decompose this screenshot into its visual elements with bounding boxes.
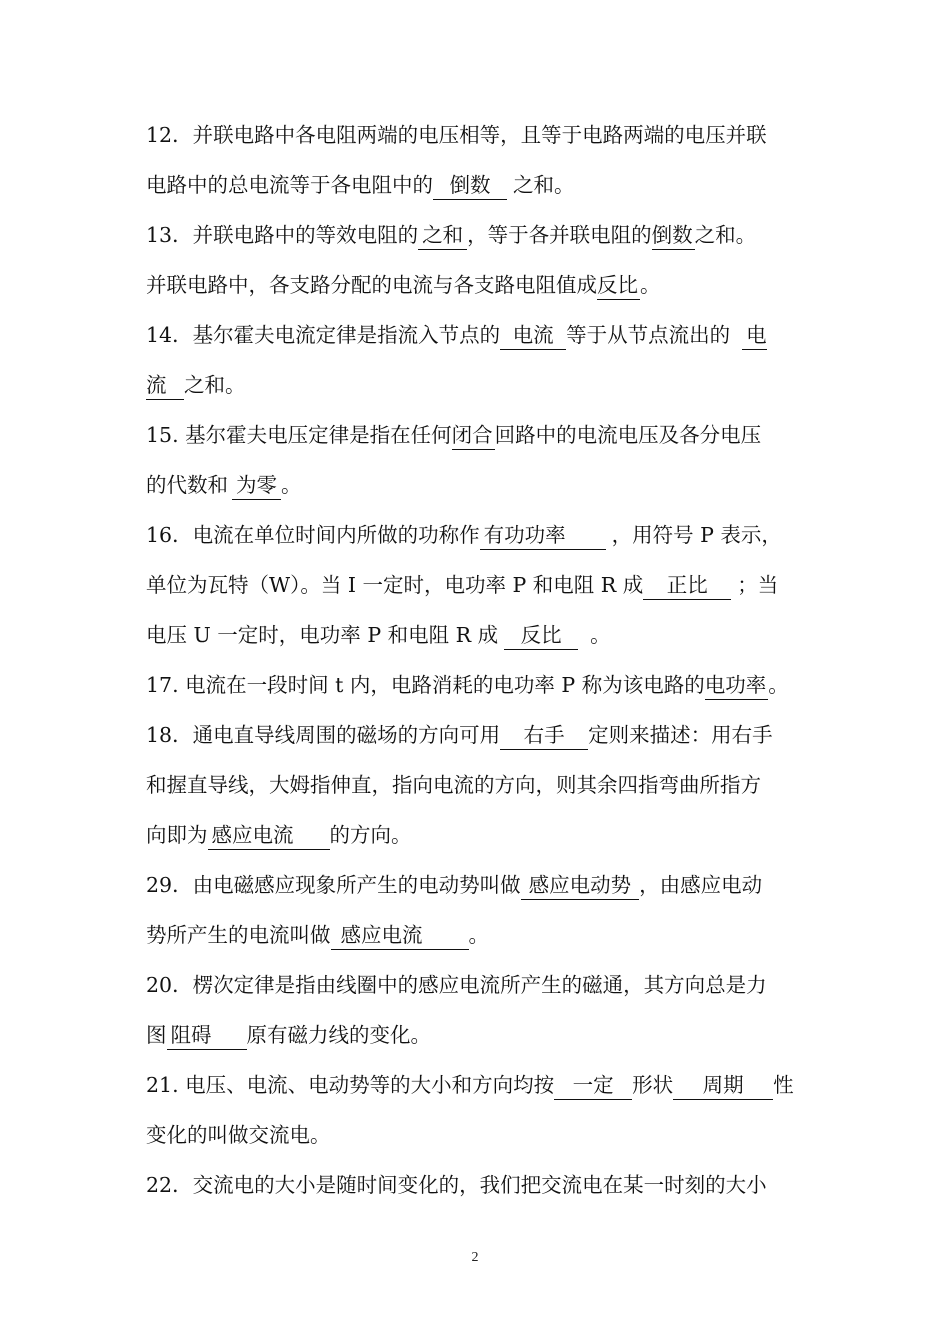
q21-line-2 <box>146 1122 331 1148</box>
q18-answer-blank: 感应电流 <box>208 822 330 850</box>
q12-text: 电路中的总电流等于各电阻中的 <box>146 173 433 197</box>
q22-line-1 <box>146 1172 767 1198</box>
q16-answer-blank: 有功功率 <box>480 522 606 550</box>
q20-text: 20．楞次定律是指由线圈中的感应电流所产生的磁通，其方向总是力 <box>146 973 767 997</box>
q13-answer-blank: 之和 <box>418 222 467 250</box>
q17-line-1 <box>146 672 789 700</box>
q20-text: 图 <box>146 1023 167 1047</box>
q13-text: ，等于各并联电阻的 <box>467 223 652 247</box>
q15-text: 。 <box>281 473 302 497</box>
q14-answer-blank: 电 <box>742 322 767 350</box>
q16-text: 电压 U 一定时，电功率 P 和电阻 R 成 <box>146 623 499 647</box>
q22-text: 22．交流电的大小是随时间变化的，我们把交流电在某一时刻的大小 <box>146 1173 767 1197</box>
q16-answer-blank: 正比 <box>643 572 731 600</box>
q21-text: 21. 电压、电流、电动势等的大小和方向均按 <box>146 1073 555 1097</box>
q20-text: 原有磁力线的变化。 <box>246 1023 431 1047</box>
q29-text: ，由感应电动 <box>639 873 763 897</box>
q16-answer-blank: 反比 <box>504 622 578 650</box>
q29-text: 29．由电磁感应现象所产生的电动势叫做 <box>146 873 521 897</box>
q13-text: 。 <box>640 273 661 297</box>
q29-line-1 <box>146 872 762 900</box>
q20-line-2 <box>146 1022 431 1050</box>
q12-text: 12．并联电路中各电阻两端的电压相等，且等于电路两端的电压并联 <box>146 123 767 147</box>
q21-answer-blank: 一定 <box>554 1072 632 1100</box>
q14-text: 之和。 <box>184 373 246 397</box>
q12-line-1 <box>146 122 767 148</box>
q18-line-2 <box>146 772 761 798</box>
q12-answer-blank: 倒数 <box>433 172 507 200</box>
q12-line-2 <box>146 172 575 200</box>
q13-text: 13．并联电路中的等效电阻的 <box>146 223 419 247</box>
q16-text: 16．电流在单位时间内所做的功称作 <box>146 523 480 547</box>
q13-line-1 <box>146 222 756 250</box>
q21-line-1 <box>146 1072 794 1100</box>
q13-line-2 <box>146 272 661 300</box>
q29-text: 势所产生的电流叫做 <box>146 923 331 947</box>
q12-text: 之和。 <box>513 173 575 197</box>
q15-answer-blank: 为零 <box>232 472 281 500</box>
q21-text: 性 <box>773 1073 794 1097</box>
page-number: 2 <box>471 1250 479 1265</box>
q29-answer-blank: 感应电流 <box>331 922 469 950</box>
q14-line-2 <box>146 372 246 400</box>
q15-line-1 <box>146 422 761 450</box>
q16-line-1 <box>146 522 782 550</box>
q18-text: 定则来描述：用右手 <box>588 723 773 747</box>
q17-answer-blank: 电功率 <box>705 672 769 700</box>
q15-text: 15. 基尔霍夫电压定律是指在任何 <box>146 423 452 447</box>
q16-text: ；当 <box>737 573 779 597</box>
q20-answer-blank: 阻碍 <box>167 1022 247 1050</box>
q18-line-3 <box>146 822 412 850</box>
q18-line-1 <box>146 722 773 750</box>
q21-text: 变化的叫做交流电。 <box>146 1123 331 1147</box>
q16-line-2 <box>146 572 778 600</box>
q13-answer-blank: 倒数 <box>652 222 695 250</box>
q18-text: 向即为 <box>146 823 208 847</box>
q18-text: 18．通电直导线周围的磁场的方向可用 <box>146 723 501 747</box>
q13-text: 之和。 <box>694 223 757 247</box>
q18-text: 的方向。 <box>329 823 412 847</box>
q14-answer-blank: 流 <box>146 372 184 400</box>
q13-text: 并联电路中，各支路分配的电流与各支路电阻值成 <box>146 273 597 297</box>
q14-line-1 <box>146 322 767 350</box>
q14-answer-blank: 电流 <box>500 322 566 350</box>
q17-text: 17. 电流在一段时间 t 内，电路消耗的电功率 P 称为该电路的 <box>146 673 705 697</box>
q14-text: 14．基尔霍夫电流定律是指流入节点的 <box>146 323 501 347</box>
q13-answer-blank: 反比 <box>597 272 640 300</box>
q15-answer-blank: 闭合 <box>452 422 495 450</box>
q16-text: 。 <box>590 623 611 647</box>
q29-answer-blank: 感应电动势 <box>521 872 640 900</box>
q21-answer-blank: 周期 <box>673 1072 773 1100</box>
q18-answer-blank: 右手 <box>500 722 588 750</box>
q14-text: 等于从节点流出的 <box>566 323 731 347</box>
q15-text: 的代数和 <box>146 473 228 497</box>
q15-line-2 <box>146 472 302 500</box>
q29-text: 。 <box>468 923 489 947</box>
q16-text: ，用符号 P 表示， <box>611 523 782 547</box>
q21-text: 形状 <box>632 1073 674 1097</box>
q16-text: 单位为瓦特（W）。当 I 一定时，电功率 P 和电阻 R 成 <box>146 573 644 597</box>
q29-line-2 <box>146 922 489 950</box>
q15-text: 回路中的电流电压及各分电压 <box>494 423 762 447</box>
q18-text: 和握直导线，大姆指伸直，指向电流的方向，则其余四指弯曲所指方 <box>146 773 761 797</box>
q17-text: 。 <box>768 673 789 697</box>
q16-line-3 <box>146 622 611 650</box>
q20-line-1 <box>146 972 767 998</box>
